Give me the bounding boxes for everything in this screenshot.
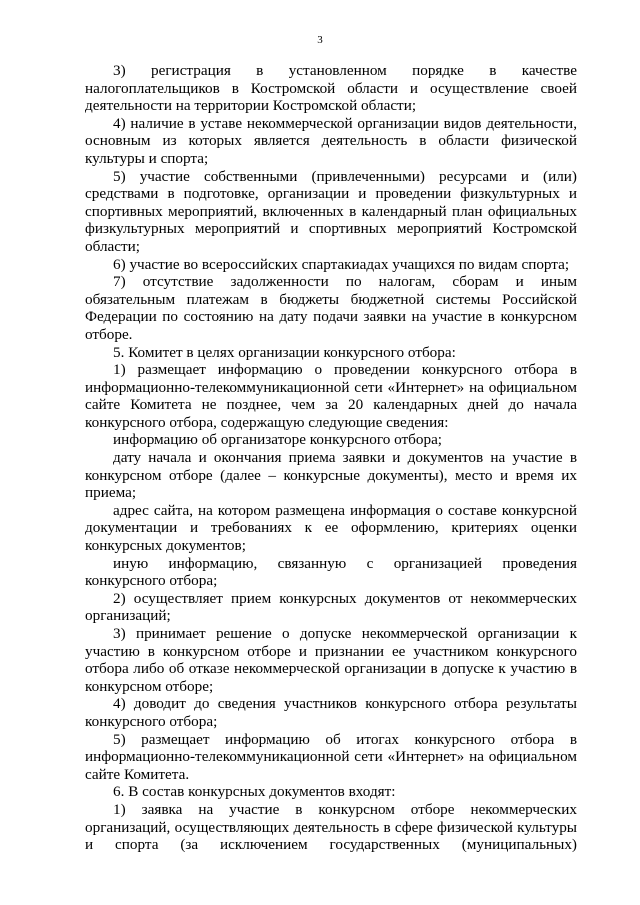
paragraph-section-6-item-1: 1) заявка на участие в конкурсном отборе некоммерческих организаций, осуществляющих деятельность в сфере физической культуры и спорта (за исключением государственных (муниципальных) (85, 800, 577, 854)
paragraph-item-3-registration: 3) регистрация в установленном порядке в качестве налогоплательщиков в Костромской области и осуществление своей деятельности на территории Костромской области; (85, 62, 577, 115)
paragraph-section-5-item-3: 3) принимает решение о допуске некоммерческой организации к участию в конкурсном отборе и признании ее участником конкурсного отбора либо об отказе некоммерческой организации в допуске к участию в конкурсном отборе; (85, 625, 577, 695)
paragraph-other-info: иную информацию, связанную с организацией проведения конкурсного отбора; (85, 554, 577, 590)
paragraph-organizer-info: информацию об организаторе конкурсного отбора; (113, 431, 443, 449)
paragraph-item-7-no-debt: 7) отсутствие задолженности по налогам, сборам и иным обязательным платежам в бюджеты бюджетной системы Российской Федерации по состоянию на дату подачи заявки на участие в конкурсном отборе. (85, 273, 577, 343)
paragraph-item-6-spartakiads: 6) участие во всероссийских спартакиадах учащихся по видам спорта; (113, 255, 570, 273)
paragraph-section-5-item-4: 4) доводит до сведения участников конкурсного отбора результаты конкурсного отбора; (85, 695, 577, 730)
paragraph-item-4-charter: 4) наличие в уставе некоммерческой организации видов деятельности, основным из которых является деятельность в области физической культуры и спорта; (85, 114, 577, 167)
paragraph-section-5-item-2: 2) осуществляет прием конкурсных документов от некоммерческих организаций; (85, 589, 577, 625)
paragraph-dates-info: дату начала и окончания приема заявки и документов на участие в конкурсном отборе (далее – конкурсные документы), место и время их приема; (85, 449, 577, 502)
paragraph-section-6-heading: 6. В состав конкурсных документов входят: (113, 783, 396, 801)
paragraph-section-5-heading: 5. Комитет в целях организации конкурсного отбора: (113, 343, 456, 361)
paragraph-section-5-item-5: 5) размещает информацию об итогах конкурсного отбора в информационно-телекоммуникационной сети «Интернет» на официальном сайте Комитета. (85, 730, 577, 783)
paragraph-site-address: адрес сайта, на котором размещена информация о составе конкурсной документации и требованиях к ее оформлению, критериях оценки конкурсных документов; (85, 501, 577, 555)
document-body (85, 62, 577, 854)
paragraph-section-5-item-1: 1) размещает информацию о проведении конкурсного отбора в информационно-телекоммуникационной сети «Интернет» на официальном сайте Комитета не позднее, чем за 20 календарных дней до начала конкурсного отбора, содержащую следующие сведения: (85, 361, 577, 431)
page-number: 3 (317, 34, 323, 46)
paragraph-item-5-resources: 5) участие собственными (привлеченными) ресурсами и (или) средствами в подготовке, организации и проведении физкультурных и спортивных мероприятий, включенных в календарный план официальных физкультурных мероприятий и спортивных мероприятий Костромской области; (85, 167, 577, 255)
